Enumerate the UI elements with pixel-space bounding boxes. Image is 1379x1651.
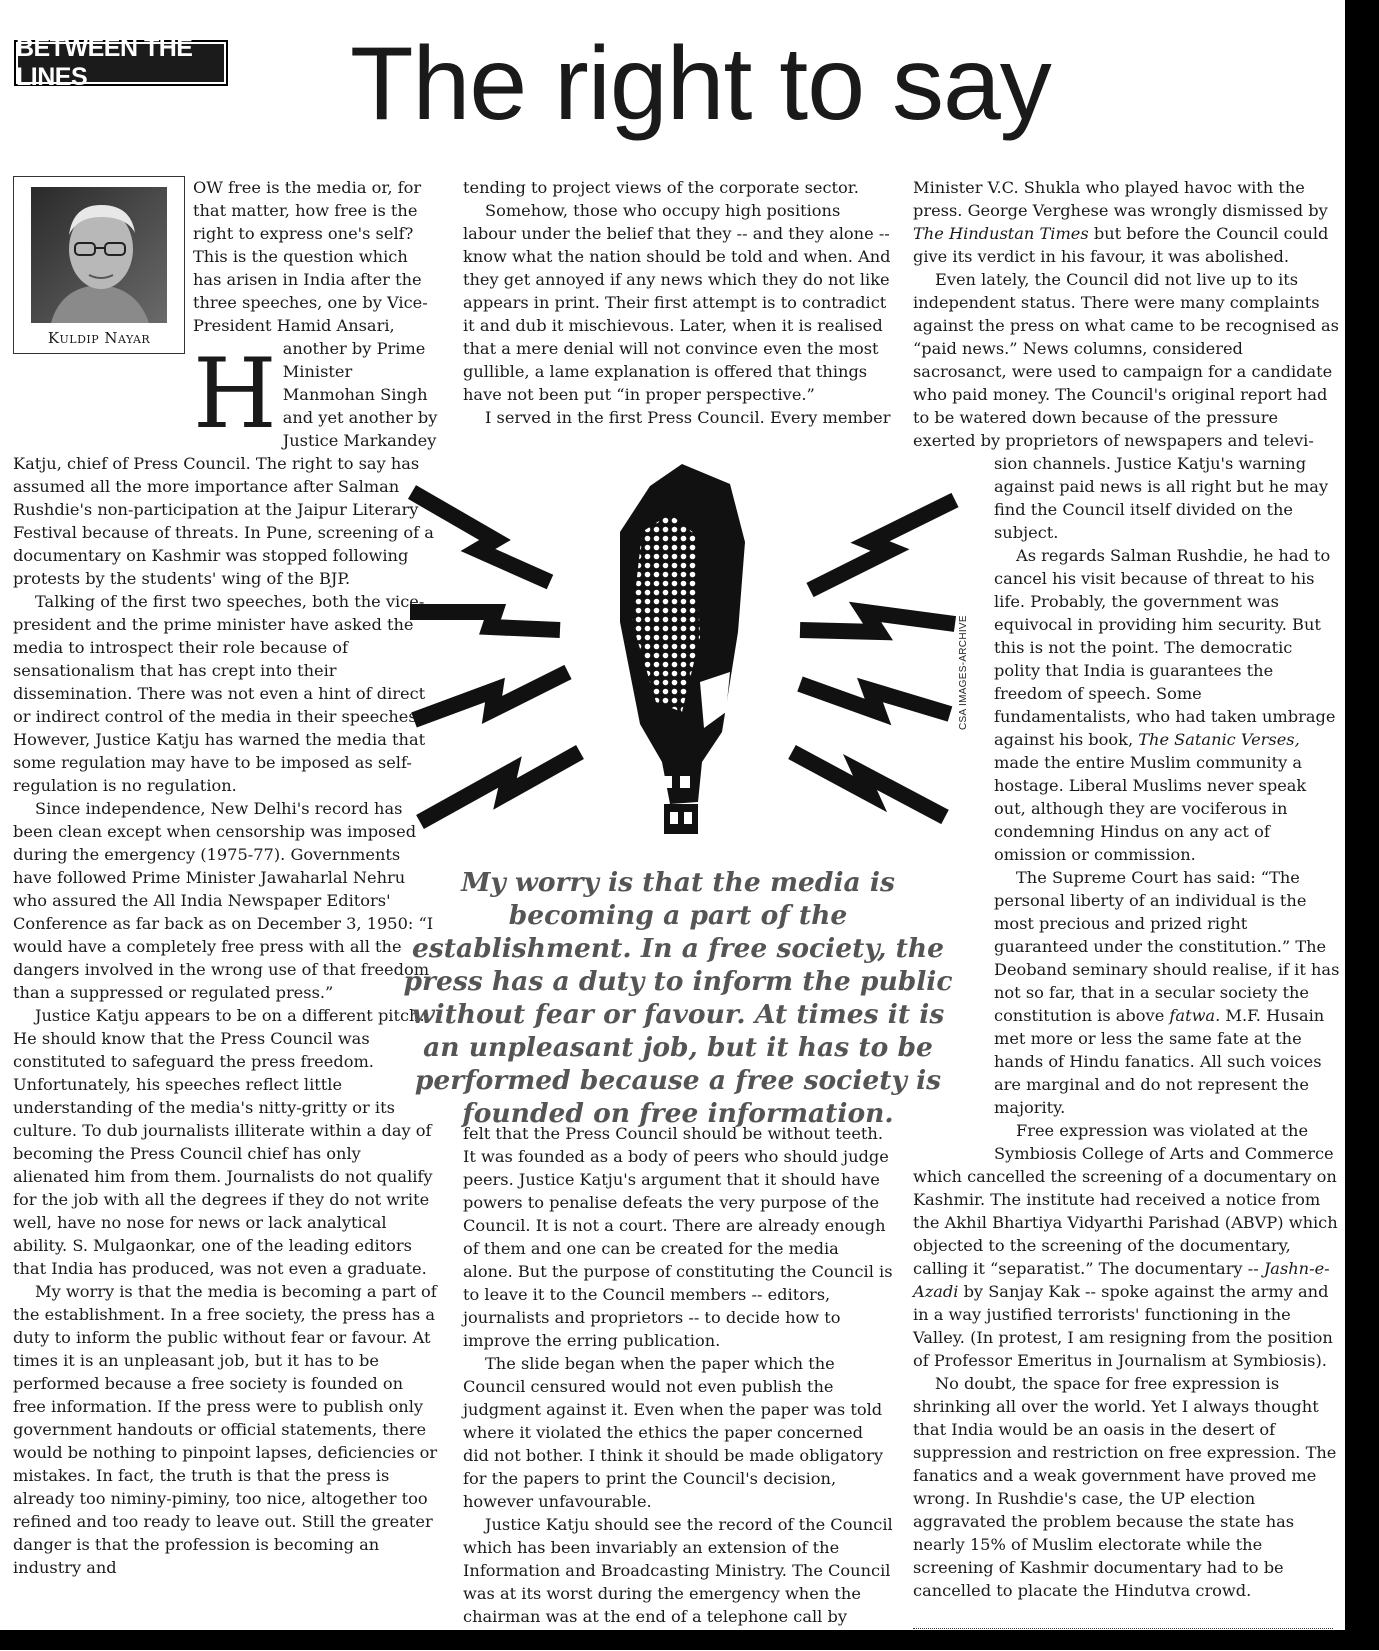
author-name: Kuldip Nayar [47,329,151,347]
paragraph: Somehow, those who occupy high positions labour under the belief that they -- and they alone -- know what the nation should be told and when. And they get annoyed if any news which they do not like appears in print. Their first attempt is to contradict it and dub it mischievous. Later, when it is realised that a mere denial will not convince even the most gullible, a lame explanation is offered that things have not been put “in proper perspective.” [463,201,891,404]
paragraph: H OW free is the media or, for that matter, how free is the right to express one's self? This is the question which has arisen in India after the three speeches, one by Vice-President Hamid Ansari, another by Prime Minister Manmohan Singh and yet another by Justice Markandey Katju, chief of Press Council. The right to say has assumed all the more importance after Salman Rushdie's non-participation at the Jaipur Literary Festival because of threats. In Pune, screening of a documentary on Kashmir was stopped following protests by the students' wing of the BJP. [13,178,438,588]
photo-credit: CSA IMAGES-ARCHIVE [958,615,969,730]
author-box [13,176,185,354]
column-2-bottom [463,1122,893,1651]
paragraph: No doubt, the space for free expression is shrinking all over the world. Yet I always thought that India would be an oasis in the desert of suppression and restriction on free expression. The fanatics and a weak government have proved me wrong. In Rushdie's case, the UP election aggravated the problem because the state has nearly 15% of Muslim electorate while the screening of Kashmir documentary had to be cancelled to placate the Hindutva crowd. [913,1374,1337,1600]
pull-quote: My worry is that the media is becoming a part of the establishment. In a free society, the press has a duty to inform the public without fear or favour. At times it is an unpleasant job, but it has to be performed because a free society is founded on free information. [403,867,953,1129]
paragraph: As regards Salman Rushdie, he had to cancel his visit because of threat to his life. Probably, the government was equivocal in providing him security. But this is not the point. The democratic polity that India is guarantees the freedom of speech. Some fundamentalists, who had taken umbrage against his book, The Satanic Verses, made the entire Muslim community a hostage. Liberal Muslims never speak out, although they are vociferous in condemning Hindus on any act of omission or commission. [994,546,1336,864]
paragraph: Free expression was violated at the Symbiosis College of Arts and Commerce [994,1121,1334,1163]
paragraph: My worry is that the media is becoming a part of the establishment. In a free society, the press has a duty to inform the public without fear or favour. At times it is an unpleasant job, but it has to be performed because a free society is founded on free information. If the press were to publish only government handouts or official statements, there would be nothing to pinpoint lapses, deficiencies or mistakes. In fact, the truth is that the press is already too niminy-piminy, too nice, altogether too refined and too ready to leave out. Still the greater danger is that the profession is becoming an industry and [13,1282,438,1577]
paragraph: Justice Katju appears to be on a different pitch. He should know that the Press Council was constituted to safeguard the press freedom. Unfortunately, his speeches reflect little understanding of the media's nitty-gritty or its culture. To dub journalists illiterate within a day of becoming the Press Council chief has only alienated him from them. Journalists do not qualify for the job with all the degrees if they do not write well, have no nose for news or lack analytical ability. S. Mulgaonkar, one of the leading editors that India has produced, was not even a graduate. [13,1006,433,1278]
column-2-top [463,176,893,429]
section-tag: BETWEEN THE LINES [14,40,228,86]
column-3 [913,176,1341,1602]
footer-divider [913,1628,1333,1629]
paragraph: which cancelled the screening of a documentary on Kashmir. The institute had received a notice from the Akhil Bhartiya Vidyarthi Parishad (ABVP) which objected to the screening of the documentary, calling it “separatist.” The documentary -- Jashn-e-Azadi by Sanjay Kak -- spoke against the army and in a way justified terrorists' functioning in the Valley. (In protest, I am resigning from the position of Professor Emeritus in Journalism at Symbiosis). [913,1167,1338,1370]
paragraph: Even lately, the Council did not live up to its independent status. There were many complaints against the press on what came to be recognised as “paid news.” News columns, considered sacrosanct, were used to campaign for a candidate who paid money. The Council's original report had to be watered down because of the pressure exerted by proprietors of newspapers and televi- [913,270,1339,450]
headline: The right to say [350,26,1051,142]
paragraph: The Supreme Court has said: “The personal liberty of an individual is the most precious and prized right guaranteed under the constitution.” The Deoband seminary should realise, if it has not so far, that in a secular society the constitution is above fatwa. M.F. Husain met more or less the same fate at the hands of Hindu fanatics. All such voices are marginal and do not represent the majority. [994,868,1340,1117]
paragraph: Talking of the first two speeches, both the vice-president and the prime minister have asked the media to introspect their role because of sensationalism that has crept into their dissemination. There was not even a hint of direct or indirect control of the media in their speeches. However, Justice Katju has warned the media that some regulation may have to be imposed as self-regulation is no regulation. [13,592,426,795]
paragraph: The slide began when the paper which the Council censured would not even publish the judgment against it. Even when the paper was told where it violated the ethics the paper concerned did not bother. I think it should be made obligatory for the papers to print the Council's decision, however unfavourable. [463,1354,883,1511]
paragraph: felt that the Press Council should be without teeth. It was founded as a body of peers who should judge peers. Justice Katju's argument that it should have powers to penalise defeats the very purpose of the Council. It is not a court. There are already enough of them and one can be created for the media alone. But the purpose of constituting the Council is to leave it to the Council members -- editors, journalists and proprietors -- to decide how to improve the erring publication. [463,1124,893,1350]
column-1 [13,176,438,1579]
page-edge-right [1345,0,1379,1650]
paragraph: I served in the first Press Council. Every member [485,408,891,427]
paragraph: tending to project views of the corporate sector. [463,178,859,197]
drop-cap: H [193,338,277,450]
page-edge-bottom [0,1630,1379,1650]
paragraph: Justice Katju should see the record of the Council which has been invariably an extension of the Information and Broadcasting Ministry. The Council was at its worst during the emergency when the chairman was at the end of a telephone call by [463,1515,893,1626]
author-portrait [31,187,167,323]
paragraph: Minister V.C. Shukla who played havoc with the press. George Verghese was wrongly dismissed by The Hindustan Times but before the Council could give its verdict in his favour, it was abolished. [913,178,1329,266]
paragraph: Since independence, New Delhi's record has been clean except when censorship was imposed during the emergency (1975-77). Governments have followed Prime Minister Jawaharlal Nehru who assured the All India Newspaper Editors' Conference as far back as on December 3, 1950: “I would have a completely free press with all the dangers involved in the wrong use of that freedom than a suppressed or regulated press.” [13,799,434,1002]
microphone-illustration [400,462,965,844]
wrapped-text-block [994,452,1341,1165]
paragraph: sion channels. Justice Katju's warning against paid news is all right but he may find the Council itself divided on the subject. [994,454,1329,542]
